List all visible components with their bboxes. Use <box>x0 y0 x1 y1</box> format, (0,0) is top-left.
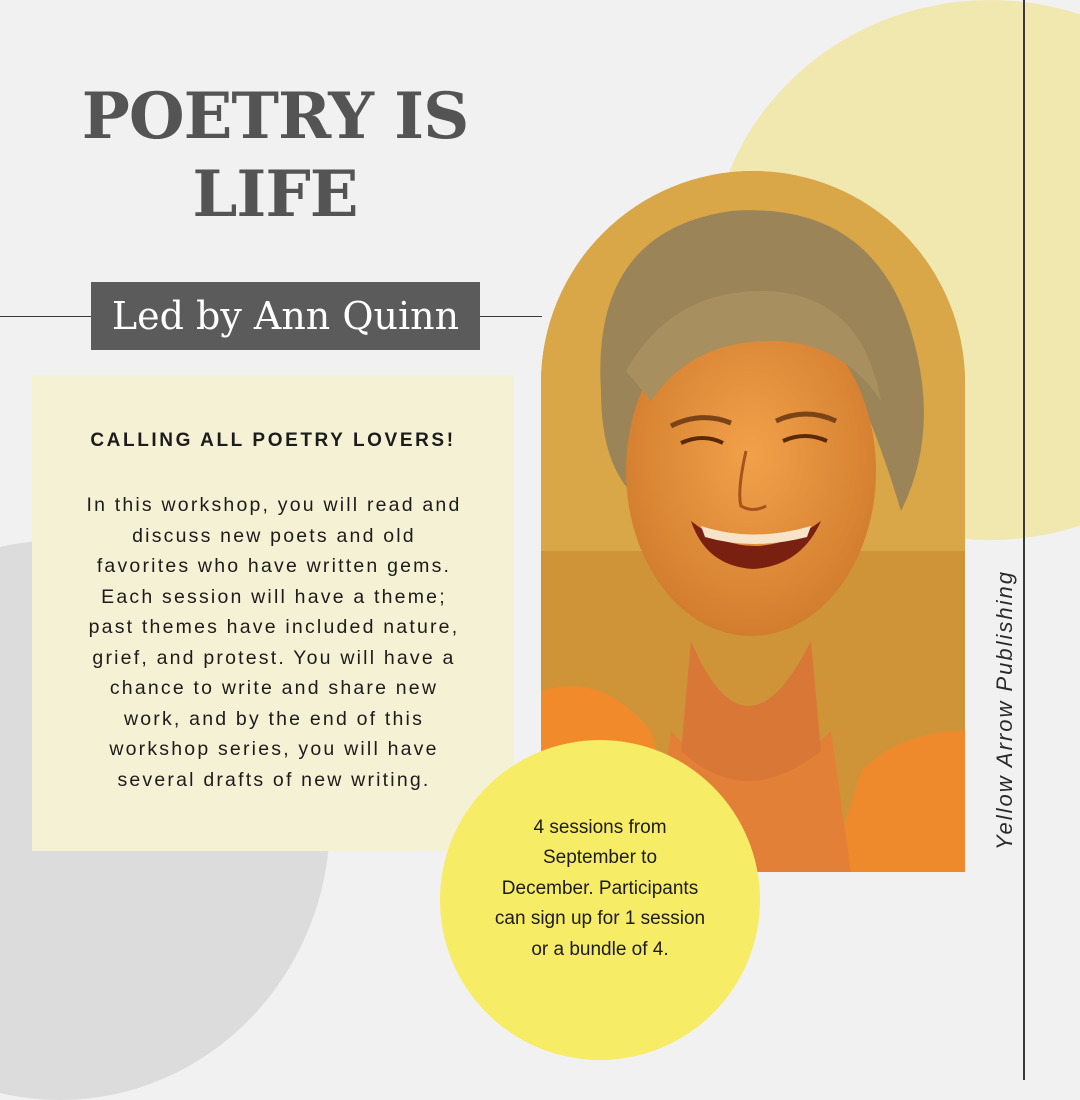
sessions-badge <box>440 740 760 1060</box>
page-title <box>40 78 510 234</box>
description-line: grief, and protest. You will have a <box>92 646 456 669</box>
title-line-1: POETRY IS <box>81 79 469 154</box>
sessions-line: or a bundle of 4. <box>531 938 669 960</box>
publisher-name: Yellow Arrow Publishing <box>992 570 1017 850</box>
description-line: several drafts of new writing. <box>117 768 431 791</box>
sessions-line: 4 sessions from <box>533 816 667 838</box>
description-line: chance to write and share new <box>109 677 439 699</box>
description-heading: CALLING ALL POETRY LOVERS! <box>90 430 456 451</box>
instructor-label: Led by Ann Quinn <box>91 282 480 350</box>
sessions-line: can sign up for 1 session <box>494 908 706 930</box>
description-line: past themes have included nature, <box>88 616 460 638</box>
description-line: Each session will have a theme; <box>101 585 447 608</box>
description-line: favorites who have written gems. <box>96 555 452 577</box>
vertical-divider <box>1023 0 1025 1080</box>
sessions-line: September to <box>542 847 658 869</box>
description-line: work, and by the end of this <box>123 707 425 730</box>
horizontal-rule-right <box>480 316 542 317</box>
horizontal-rule-left <box>0 316 92 317</box>
description-line: In this workshop, you will read and <box>86 494 462 516</box>
description-body <box>36 490 512 795</box>
title-line-2: LIFE <box>192 157 358 232</box>
description-line: discuss new poets and old <box>132 524 416 547</box>
sessions-line: December. Participants <box>501 877 699 899</box>
sessions-info <box>465 813 735 966</box>
description-line: workshop series, you will have <box>109 738 439 760</box>
